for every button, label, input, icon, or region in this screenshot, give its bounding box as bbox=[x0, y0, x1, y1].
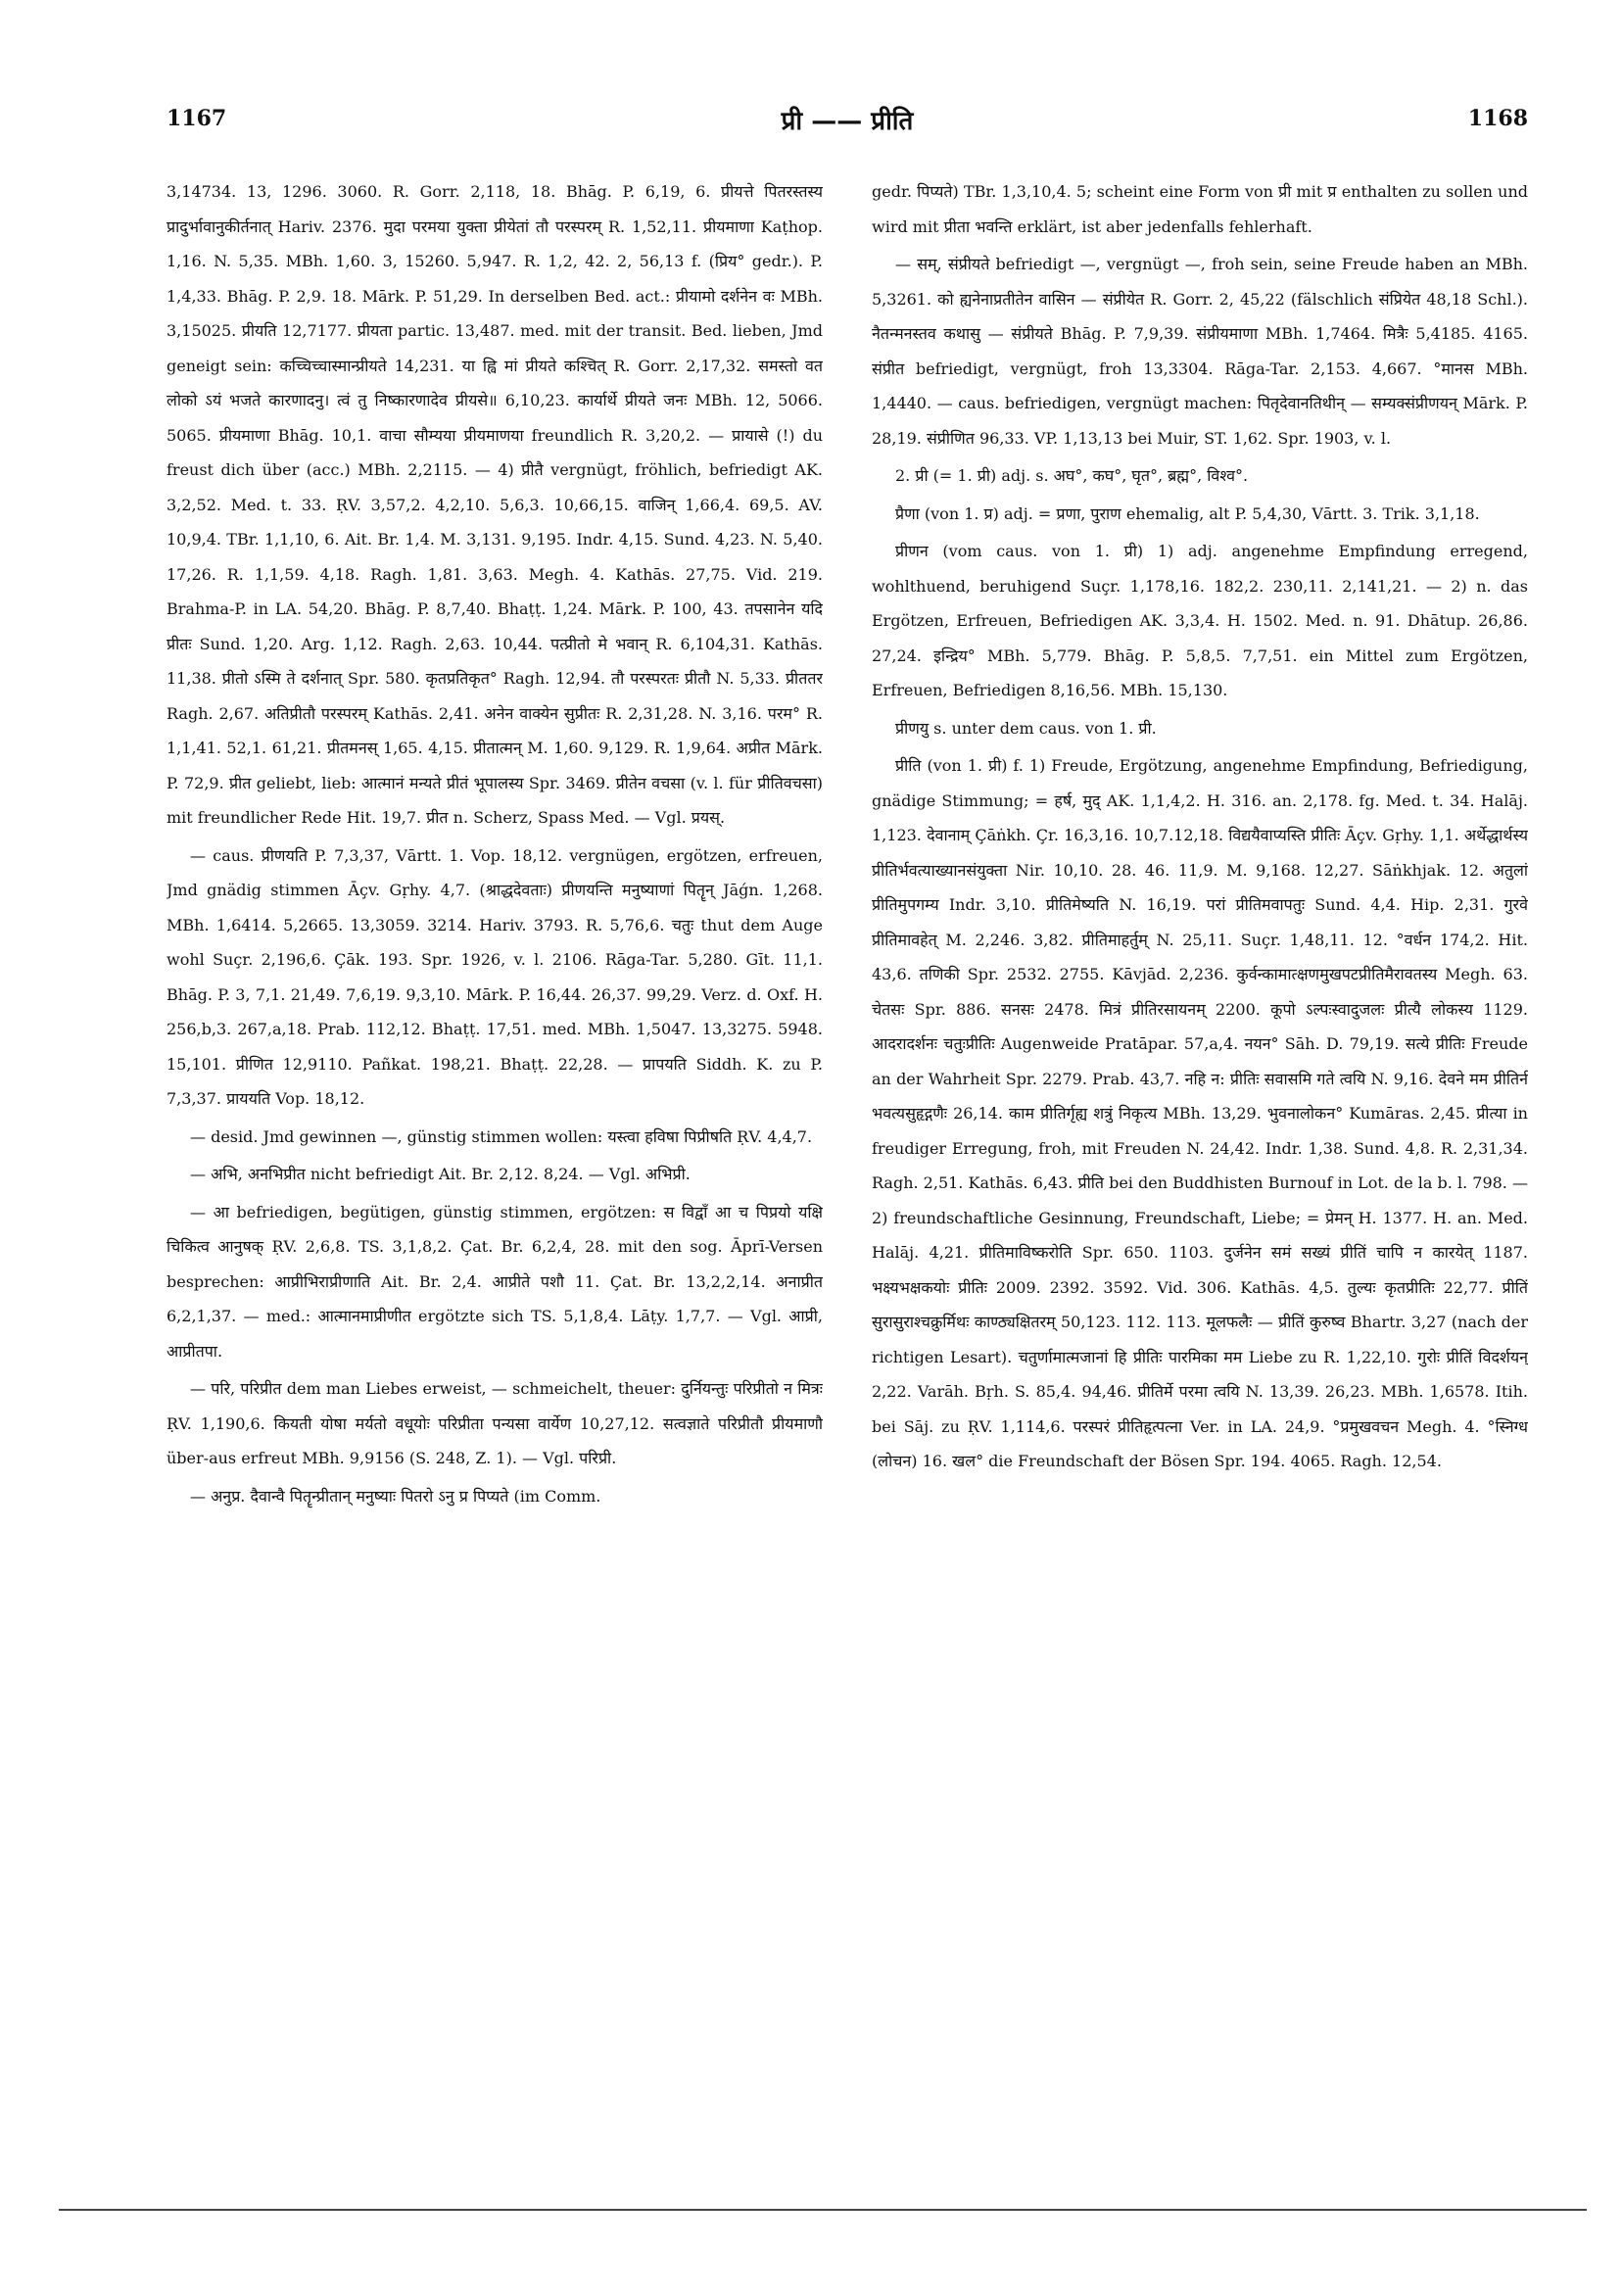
running-title: प्री —— प्रीति bbox=[781, 107, 914, 136]
left-column bbox=[167, 174, 823, 2114]
entry-paragraph: — आ befriedigen, begütigen, günstig stimmen, ergötzen: स विद्वाँ आ च पिप्रयो यक्षि चिकित्व आनुषक् ṚV. 2,6,8. TS. 3,1,8,2. Çat. Br. 6,2,4, 28. mit den sog. Āprī-Versen besprechen: आप्रीभिराप्रीणाति Ait. Br. 2,4. आप्रीते पशौ 11. Çat. Br. 13,2,2,14. अनाप्रीत 6,2,1,37. — med.: आत्मानमाप्रीणीत ergötzte sich TS. 5,1,8,4. Lāṭy. 1,7,7. — Vgl. आप्री, आप्रीतपा. bbox=[167, 1202, 823, 1361]
page-number-right: 1168 bbox=[1467, 106, 1528, 131]
entry-paragraph: — अनुप्र. दैवान्वै पितॄन्प्रीतान् मनुष्याः पितरो ऽनु प्र पिप्यते (im Comm. bbox=[190, 1486, 601, 1506]
right-column bbox=[872, 174, 1528, 2114]
entry-headword-paragraph: प्रीणन (vom caus. von 1. प्री) 1) adj. angenehme Empfindung erregend, wohlthuend, beruhigend Suçr. 1,178,16. 182,2. 230,11. 2,141,21. — 2) n. das Ergötzen, Erfreuen, Befriedigen AK. 3,3,4. H. 1502. Med. n. 91. Dhātup. 26,86. 27,24. इन्द्रिय° MBh. 5,779. Bhāg. P. 5,8,5. 7,7,51. ein Mittel zum Ergötzen, Erfreuen, Befriedigen 8,16,56. MBh. 15,130. bbox=[872, 542, 1528, 699]
entry-headword-paragraph: प्रीति (von 1. प्री) f. 1) Freude, Ergötzung, angenehme Empfindung, Befriedigung, gnädige Stimmung; = हर्ष, मुद् AK. 1,1,4,2. H. 316. an. 2,178. fg. Med. t. 34. Halāj. 1,123. देवानाम् Çāṅkh. Çr. 16,3,16. 10,7.12,18. विद्ययैवाप्यस्ति प्रीतिः Āçv. Gṛhy. 1,1. अर्थेद्धार्थस्य प्रीतिर्भवत्याख्यानसंयुक्ता Nir. 10,10. 28. 46. 11,9. M. 9,168. 12,27. Sāṅkhjak. 12. अतुलां प्रीतिमुपगम्य Indr. 3,10. प्रीतिमेष्यति N. 16,19. परां प्रीतिमवापतुः Sund. 4,4. Hip. 2,31. गुरवे प्रीतिमावहेत् M. 2,246. 3,82. प्रीतिमाहर्तुम् N. 25,11. Suçr. 1,48,11. 12. °वर्धन 174,2. Hit. 43,6. तणिकी Spr. 2532. 2755. Kāvjād. 2,236. कुर्वन्कामात्क्षणमुखपटप्रीतिमैरावतस्य Megh. 63. चेतसः Spr. 886. सनसः 2478. मित्रं प्रीतिरसायनम् 2200. कूपो ऽल्पःस्वादुजलः प्रीत्यै लोकस्य 1129. आदरादर्शनः चतुःप्रीतिः Augenweide Pratāpar. 57,a,4. नयन° Sāh. D. 79,19. सत्ये प्रीतिः Freude an der Wahrheit Spr. 2279. Prab. 43,7. नहि न: प्रीतिः सवासमि गते त्वयि N. 9,16. देवने मम प्रीतिर्न भवत्यसुहृद्गणैः 26,14. काम प्रीतिर्गृह्य शत्रुं निकृत्य MBh. 13,29. भुवनालोकन° Kumāras. 2,45. प्रीत्या in freudiger Erregung, froh, mit Freuden N. 24,42. Indr. 1,38. Sund. 4,8. R. 2,31,34. Ragh. 2,51. Kathās. 6,43. प्रीति bei den Buddhisten Burnouf in Lot. de la b. l. 798. — 2) freundschaftliche Gesinnung, Freundschaft, Liebe; = प्रेमन् H. 1377. H. an. Med. Halāj. 4,21. प्रीतिमाविष्करोति Spr. 650. 1103. दुर्जनेन समं सख्यं प्रीतिं चापि न कारयेत् 1187. भक्ष्यभक्षकयोः प्रीतिः 2009. 2392. 3592. Vid. 306. Kathās. 4,5. तुल्यः कृतप्रीतिः 22,77. प्रीतिं सुरासुराश्चक्रुर्मिथः काण्ठ्यक्षितरम् 50,123. 112. 113. मूलफलैः — प्रीतिं कुरुष्व Bhartr. 3,27 (nach der richtigen Lesart). चतुर्णामात्मजानां हि प्रीतिः पारमिका मम Liebe zu R. 1,22,10. गुरोः प्रीतिं विदर्शयन् 2,22. Varāh. Bṛh. S. 85,4. 94,46. प्रीतिर्मे परमा त्वयि N. 13,39. 26,23. MBh. 1,6578. Itih. bei Sāj. zu ṚV. 1,114,6. परस्परं प्रीतिहृत्पत्ना Ver. in LA. 24,9. °प्रमुखवचन Megh. 4. °स्निग्ध (लोचन) 16. खल° die Freundschaft der Bösen Spr. 194. 4065. Ragh. 12,54. bbox=[872, 756, 1528, 1470]
bottom-rule bbox=[59, 2209, 1587, 2211]
entry-headword-paragraph: 2. प्री (= 1. प्री) adj. s. अघ°, कघ°, घृत°, ब्रह्म°, विश्व°. bbox=[895, 466, 1249, 485]
entry-paragraph: — caus. प्रीणयति P. 7,3,37, Vārtt. 1. Vop. 18,12. vergnügen, ergötzen, erfreuen, Jmd gnädig stimmen Āçv. Gṛhy. 4,7. (श्राद्धदेवताः) प्रीणयन्ति मनुष्याणां पितॄन् Jāǵn. 1,268. MBh. 1,6414. 5,2665. 13,3059. 3214. Hariv. 3793. R. 5,76,6. चतुः thut dem Auge wohl Suçr. 2,196,6. Çāk. 193. Spr. 1926, v. l. 2106. Rāga-Tar. 5,280. Gīt. 11,1. Bhāg. P. 3, 7,1. 21,49. 7,6,19. 9,3,10. Mārk. P. 16,44. 26,37. 99,29. Verz. d. Oxf. H. 256,b,3. 267,a,18. Prab. 112,12. Bhaṭṭ. 17,51. med. MBh. 1,5047. 13,3275. 5948. 15,101. प्रीणित 12,9110. Pañkat. 198,21. Bhaṭṭ. 22,28. — प्रापयति Siddh. K. zu P. 7,3,37. प्राययति Vop. 18,12. bbox=[167, 845, 823, 1108]
entry-paragraph: — desid. Jmd gewinnen —, günstig stimmen wollen: यस्त्वा हविषा पिप्रीषति ṚV. 4,4,7. bbox=[190, 1126, 813, 1146]
entry-headword-paragraph: प्रीणयु s. unter dem caus. von 1. प्री. bbox=[895, 718, 1157, 738]
page-number-left: 1167 bbox=[167, 106, 227, 131]
entry-paragraph: 3,14734. 13, 1296. 3060. R. Gorr. 2,118, 18. Bhāg. P. 6,19, 6. प्रीयत्ते पितरस्तस्य प्रादुर्भावानुकीर्तनात् Hariv. 2376. मुदा परमया युक्ता प्रीयेतां तौ परस्परम् R. 1,52,11. प्रीयमाणा Kaṭhop. 1,16. N. 5,35. MBh. 1,60. 3, 15260. 5,947. R. 1,2, 42. 2, 56,13 f. (प्रिय° gedr.). P. 1,4,33. Bhāg. P. 2,9. 18. Mārk. P. 51,29. In derselben Bed. act.: प्रीयामो दर्शनेन वः MBh. 3,15025. प्रीयति 12,7177. प्रीयता partic. 13,487. med. mit der transit. Bed. lieben, Jmd geneigt sein: कच्चिच्चास्मान्प्रीयते 14,231. या ह्वि मां प्रीयते कश्चित् R. Gorr. 2,17,32. समस्तो वत लोको ऽयं भजते कारणादनु। त्वं तु निष्कारणादेव प्रीयसे॥ 6,10,23. कार्यार्थे प्रीयते जनः MBh. 12, 5066. 5065. प्रीयमाणा Bhāg. 10,1. वाचा सौम्यया प्रीयमाणया freundlich R. 3,20,2. — प्रायासे (!) du freust dich über (acc.) MBh. 2,2115. — 4) प्रीतै vergnügt, fröhlich, befriedigt AK. 3,2,52. Med. t. 33. ṚV. 3,57,2. 4,2,10. 5,6,3. 10,66,15. वाजिन् 1,66,4. 69,5. AV. 10,9,4. TBr. 1,1,10, 6. Ait. Br. 1,4. M. 3,131. 9,195. Indr. 4,15. Sund. 4,23. N. 5,40. 17,26. R. 1,1,59. 4,18. Ragh. 1,81. 3,63. Megh. 4. Kathās. 27,75. Vid. 219. Brahma-P. in LA. 54,20. Bhāg. P. 8,7,40. Bhaṭṭ. 1,24. Mārk. P. 100, 43. तपसानेन यदि प्रीतः Sund. 1,20. Arg. 1,12. Ragh. 2,63. 10,44. पत्प्रीतो मे भवान् R. 6,104,31. Kathās. 11,38. प्रीतो ऽस्मि ते दर्शनात् Spr. 580. कृतप्रतिकृत° Ragh. 12,94. तौ परस्परतः प्रीतौ N. 5,33. प्रीततर Ragh. 2,67. अतिप्रीतौ परस्परम् Kathās. 2,41. अनेन वाक्येन सुप्रीतः R. 2,31,28. N. 3,16. परम° R. 1,1,41. 52,1. 61,21. प्रीतमनस् 1,65. 4,15. प्रीतात्मन् M. 1,60. 9,129. R. 1,9,64. अप्रीत Mārk. P. 72,9. प्रीत geliebt, lieb: आत्मानं मन्यते प्रीतं भूपालस्य Spr. 3469. प्रीतेन वचसा (v. l. für प्रीतिवचसा) mit freundlicher Rede Hit. 19,7. प्रीत n. Scherz, Spass Med. — Vgl. प्रयस्. bbox=[167, 182, 823, 827]
entry-paragraph: — परि, परिप्रीत dem man Liebes erweist, — schmeichelt, theuer: दुर्नियन्तुः परिप्रीतो न मित्रः ṚV. 1,190,6. कियती योषा मर्यतो वधूयोः परिप्रीता पन्यसा वार्येण 10,27,12. सत्वज्ञाते परिप्रीतौ प्रीयमाणौ über-aus erfreut MBh. 9,9156 (S. 248, Z. 1). — Vgl. परिप्री. bbox=[167, 1379, 823, 1467]
entry-paragraph: gedr. पिप्यते) TBr. 1,3,10,4. 5; scheint eine Form von प्री mit प्र enthalten zu sollen und wird mit प्रीता भवन्ति erklärt, ist aber jedenfalls fehlerhaft. bbox=[872, 182, 1528, 236]
page-header bbox=[167, 102, 1528, 141]
entry-headword-paragraph: प्रैणा (von 1. प्र) adj. = प्रणा, पुराण ehemalig, alt P. 5,4,30, Vārtt. 3. Trik. 3,1,18. bbox=[895, 503, 1480, 523]
entry-paragraph: — सम्, संप्रीयते befriedigt —, vergnügt —, froh sein, seine Freude haben an MBh. 5,3261. को ह्यनेनाप्रतीतेन वासिन — संप्रीयेत R. Gorr. 2, 45,22 (fälschlich संप्रियेत 48,18 Schl.). नैतन्मनस्तव कथासु — संप्रीयते Bhāg. P. 7,9,39. संप्रीयमाणा MBh. 1,7464. मित्रैः 5,4185. 4165. संप्रीत befriedigt, vergnügt, froh 13,3304. Rāga-Tar. 2,153. 4,667. °मानस MBh. 1,4440. — caus. befriedigen, vergnügt machen: पितृदेवानतिथीन् — सम्यक्संप्रीणयन् Mārk. P. 28,19. संप्रीणित 96,33. VP. 1,13,13 bei Muir, ST. 1,62. Spr. 1903, v. l. bbox=[872, 255, 1528, 448]
entry-paragraph: — अभि, अनभिप्रीत nicht befriedigt Ait. Br. 2,12. 8,24. — Vgl. अभिप्री. bbox=[190, 1165, 691, 1183]
